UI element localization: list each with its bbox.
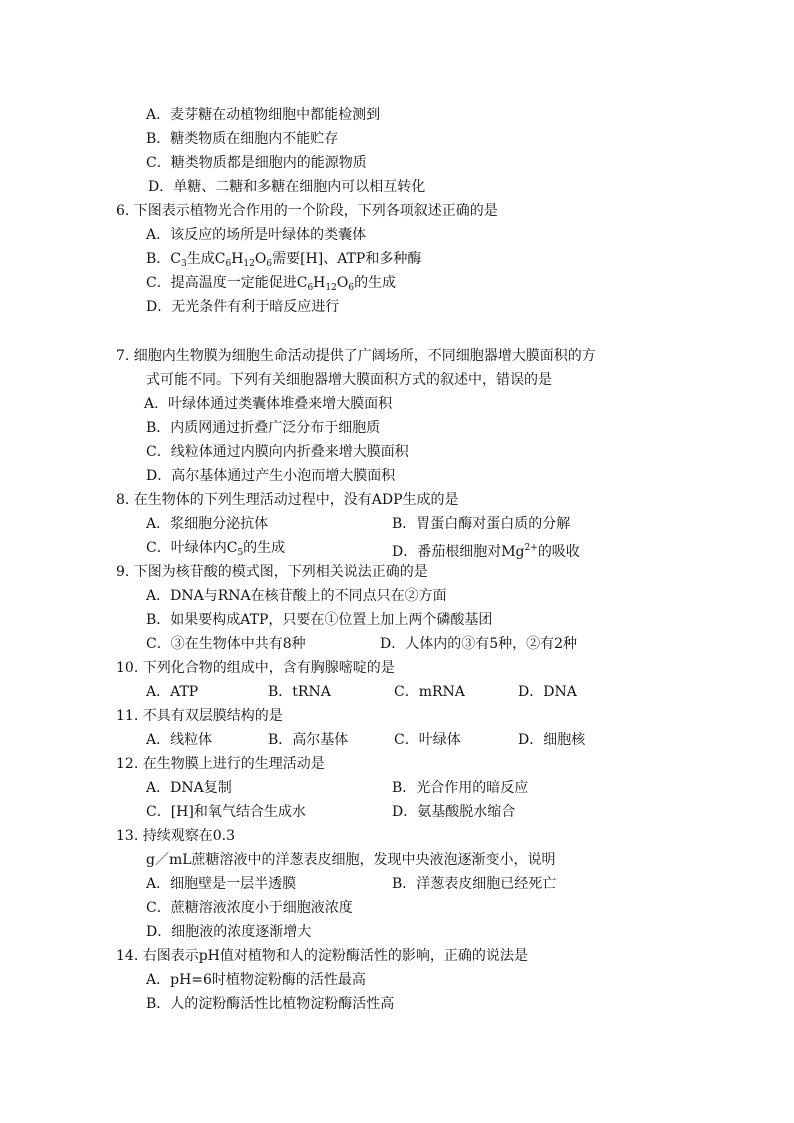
- q6-b-text-3: H: [231, 251, 244, 267]
- q6-stem: 6. 下图表示植物光合作用的一个阶段，下列各项叙述正确的是: [116, 203, 498, 219]
- q12-option-a: A．DNA复制: [146, 780, 232, 796]
- q13-option-a: A．细胞壁是一层半透膜: [146, 876, 297, 892]
- q11-option-b: B．高尔基体: [268, 732, 349, 748]
- q7-option-b: B．内质网通过折叠广泛分布于细胞质: [146, 420, 381, 436]
- q7-option-d: D．高尔基体通过产生小泡而增大膜面积: [146, 468, 396, 484]
- q5-option-b: B．糖类物质在细胞内不能贮存: [146, 131, 339, 147]
- q6-c-text-1: C．提高温度一定能促进C: [146, 275, 308, 291]
- q8-c-text-2: 的生成: [243, 540, 286, 556]
- q10-option-a: A．ATP: [146, 684, 199, 700]
- q9-stem: 9. 下图为核苷酸的模式图，下列相关说法正确的是: [116, 564, 428, 580]
- q12-stem: 12. 在生物膜上进行的生理活动是: [116, 756, 325, 772]
- q6-option-a: A．该反应的场所是叶绿体的类囊体: [146, 227, 367, 243]
- q13-stem-line-1: 13. 持续观察在0.3: [116, 828, 235, 844]
- q11-option-d: D．细胞核: [518, 732, 586, 748]
- q5-option-d: D．单糖、二糖和多糖在细胞内可以相互转化: [148, 179, 426, 195]
- q14-stem: 14. 右图表示pH值对植物和人的淀粉酶活性的影响，正确的说法是: [116, 948, 528, 964]
- q6-b-text-1: B．C: [146, 251, 181, 267]
- q7-option-a: A．叶绿体通过类囊体堆叠来增大膜面积: [144, 396, 393, 412]
- q8-stem: 8. 在生物体的下列生理活动过程中，没有ADP生成的是: [116, 492, 459, 508]
- q5-option-a: A．麦芽糖在动植物细胞中都能检测到: [146, 107, 381, 123]
- q9-option-b: B．如果要构成ATP，只要在①位置上加上两个磷酸基团: [146, 612, 493, 628]
- q12-option-b: B．光合作用的暗反应: [392, 780, 529, 796]
- q11-option-a: A．线粒体: [146, 732, 213, 748]
- q12-option-d: D．氨基酸脱水缩合: [392, 804, 516, 820]
- q6-b-text-2: 生成C: [186, 251, 226, 267]
- q8-c-text-1: C．叶绿体内C: [146, 540, 238, 556]
- q14-option-b: B．人的淀粉酶活性比植物淀粉酶活性高: [146, 996, 395, 1012]
- q13-option-d: D．细胞液的浓度逐渐增大: [146, 924, 312, 940]
- q6-b-text-4: O: [254, 251, 267, 267]
- q6-b-sub-2: 6: [225, 259, 232, 269]
- q8-d-text-1: D．番茄根细胞对Mg: [392, 544, 525, 560]
- q12-option-c: C．[H]和氧气结合生成水: [146, 804, 306, 820]
- q6-option-d: D．无光条件有利于暗反应进行: [146, 299, 340, 315]
- q5-option-c: C．糖类物质都是细胞内的能源物质: [146, 155, 367, 171]
- q13-option-b: B．洋葱表皮细胞已经死亡: [392, 876, 557, 892]
- q6-c-sub-1: 6: [307, 283, 314, 293]
- q13-option-c: C．蔗糖溶液浓度小于细胞液浓度: [146, 900, 353, 916]
- q8-option-d: [392, 539, 580, 561]
- q6-b-sub-4: 6: [266, 259, 273, 269]
- q8-d-text-2: 的吸收: [537, 544, 580, 560]
- q8-c-sub: 5: [237, 548, 244, 558]
- q14-option-a: A．pH=6时植物淀粉酶的活性最高: [146, 972, 366, 988]
- q6-c-sub-2: 12: [325, 283, 337, 293]
- q6-b-sub-1: 3: [181, 259, 187, 269]
- q6-option-b: [146, 250, 421, 273]
- q7-option-c: C．线粒体通过内膜向内折叠来增大膜面积: [146, 444, 409, 460]
- q6-c-text-4: 的生成: [354, 275, 397, 291]
- q10-option-c: C．mRNA: [394, 684, 465, 700]
- q10-option-d: D．DNA: [518, 684, 577, 700]
- q6-b-sub-3: 12: [243, 259, 255, 269]
- q10-stem: 10. 下列化合物的组成中，含有胸腺嘧啶的是: [116, 660, 395, 676]
- q8-option-c: [146, 539, 285, 562]
- q7-stem-line-1: 7. 细胞内生物膜为细胞生命活动提供了广阔场所，不同细胞器增大膜面积的方: [116, 348, 596, 364]
- q8-option-b: B．胃蛋白酶对蛋白质的分解: [392, 516, 571, 532]
- q9-option-a: A．DNA与RNA在核苷酸上的不同点只在②方面: [146, 588, 447, 604]
- q7-stem-line-2: 式可能不同。下列有关细胞器增大膜面积方式的叙述中，错误的是: [146, 372, 552, 388]
- q6-c-text-3: O: [336, 275, 349, 291]
- q6-c-sub-3: 6: [348, 283, 355, 293]
- q6-c-text-2: H: [313, 275, 326, 291]
- q13-stem-line-2: g／mL蔗糖溶液中的洋葱表皮细胞，发现中央液泡逐渐变小，说明: [146, 852, 556, 868]
- q11-stem: 11. 不具有双层膜结构的是: [116, 708, 283, 724]
- q9-option-d: D．人体内的③有5种，②有2种: [380, 636, 578, 652]
- q11-option-c: C．叶绿体: [394, 732, 461, 748]
- q6-b-text-5: 需要[H]、ATP和多种酶: [272, 251, 422, 267]
- q8-d-sup: 2+: [524, 543, 538, 553]
- q6-option-c: [146, 274, 396, 297]
- q10-option-b: B．tRNA: [268, 684, 331, 700]
- q8-option-a: A．浆细胞分泌抗体: [146, 516, 269, 532]
- q9-option-c: C．③在生物体中共有8种: [146, 636, 306, 652]
